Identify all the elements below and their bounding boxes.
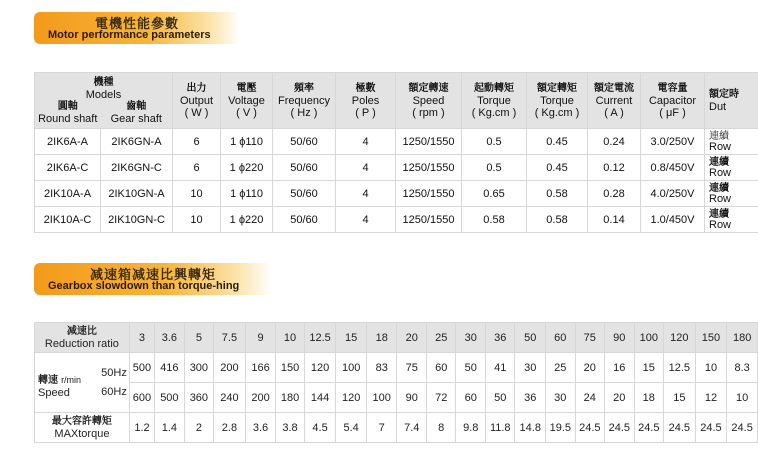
speed-60hz-value: 18: [634, 383, 664, 413]
voltage-value: 1 ϕ110: [221, 181, 273, 207]
speed-50hz-value: 500: [129, 353, 154, 383]
max-torque-value: 3.6: [245, 413, 276, 443]
current-value: 0.14: [588, 207, 641, 233]
speed-50hz-value: 20: [575, 353, 605, 383]
speed-60hz-value: 12: [695, 383, 727, 413]
ratio-value: 3: [129, 323, 154, 353]
speed-60hz-value: 500: [155, 383, 185, 413]
poles-value: 4: [336, 181, 396, 207]
max-torque-value: 14.8: [515, 413, 546, 443]
start-torque-value: 0.5: [462, 155, 527, 181]
max-torque-value: 1.2: [129, 413, 154, 443]
speed-60hz-value: 120: [336, 383, 367, 413]
output-value: 6: [173, 155, 221, 181]
banner-title-en: Motor performance parameters: [48, 29, 211, 41]
ratio-value: 60: [546, 323, 576, 353]
max-torque-value: 24.5: [695, 413, 727, 443]
max-torque-value: 5.4: [336, 413, 367, 443]
max-torque-value: 1.4: [155, 413, 185, 443]
max-torque-value: 24.5: [664, 413, 696, 443]
ratio-value: 5: [184, 323, 214, 353]
round-shaft-model: 2IK10A-C: [35, 207, 101, 233]
speed-value: 1250/1550: [396, 207, 462, 233]
table-row: [35, 155, 758, 181]
speed-50hz-value: 25: [546, 353, 576, 383]
motor-performance-table: [34, 72, 758, 233]
rated-torque-value: 0.45: [527, 129, 588, 155]
reduction-ratio-label: 减速比 Reduction ratio: [35, 323, 130, 353]
ratio-value: 7.5: [214, 323, 246, 353]
rated-torque-value: 0.58: [527, 181, 588, 207]
speed-value: 1250/1550: [396, 129, 462, 155]
speed-label: 轉速 r/min Speed 50Hz 60Hz: [35, 353, 130, 413]
banner-title-en: Gearbox slowdown than torque-hing: [48, 280, 240, 292]
gear-shaft-model: 2IK10GN-A: [101, 181, 173, 207]
table-row: [35, 207, 758, 233]
rated-torque-header: 額定轉矩 Torque ( Kg.cm ): [527, 73, 588, 129]
speed-60hz-value: 200: [245, 383, 276, 413]
max-torque-value: 24.5: [605, 413, 635, 443]
output-value: 6: [173, 129, 221, 155]
capacitor-value: 1.0/450V: [641, 207, 705, 233]
speed-50hz-value: 100: [336, 353, 367, 383]
speed-60hz-row: [35, 383, 758, 413]
banner-title-zh: 電機性能參數: [94, 17, 179, 32]
round-shaft-model: 2IK6A-A: [35, 129, 101, 155]
ratio-value: 3.6: [155, 323, 185, 353]
ratio-value: 25: [426, 323, 456, 353]
output-value: 10: [173, 207, 221, 233]
speed-60hz-value: 50: [485, 383, 515, 413]
speed-value: 1250/1550: [396, 155, 462, 181]
frequency-value: 50/60: [273, 129, 336, 155]
max-torque-value: 2.8: [214, 413, 246, 443]
speed-50hz-value: 30: [515, 353, 546, 383]
speed-60hz-value: 144: [304, 383, 336, 413]
speed-50hz-value: 41: [485, 353, 515, 383]
frequency-value: 50/60: [273, 207, 336, 233]
ratio-value: 50: [515, 323, 546, 353]
gear-shaft-model: 2IK10GN-C: [101, 207, 173, 233]
voltage-value: 1 ϕ110: [221, 129, 273, 155]
speed-60hz-value: 360: [184, 383, 214, 413]
max-torque-value: 2: [184, 413, 214, 443]
speed-60hz-value: 36: [515, 383, 546, 413]
max-torque-value: 11.8: [485, 413, 515, 443]
speed-50hz-value: 120: [304, 353, 336, 383]
speed-50hz-value: 10: [695, 353, 727, 383]
max-torque-value: 24.5: [634, 413, 664, 443]
duty-value: 連續 Row: [705, 129, 758, 155]
duty-value: 連續 Row: [705, 155, 758, 181]
poles-header: 極數 Poles ( P ): [336, 73, 396, 129]
ratio-value: 90: [605, 323, 635, 353]
max-torque-value: 3.8: [276, 413, 304, 443]
speed-50hz-value: 50: [456, 353, 486, 383]
start-torque-header: 起動轉矩 Torque ( Kg.cm ): [462, 73, 527, 129]
capacitor-value: 3.0/250V: [641, 129, 705, 155]
duty-header: 額定時 Dut: [705, 73, 758, 129]
speed-60hz-value: 240: [214, 383, 246, 413]
speed-50hz-value: 200: [214, 353, 246, 383]
max-torque-value: 4.5: [304, 413, 336, 443]
start-torque-value: 0.58: [462, 207, 527, 233]
speed-60hz-value: 24: [575, 383, 605, 413]
max-torque-value: 7: [366, 413, 397, 443]
start-torque-value: 0.65: [462, 181, 527, 207]
reduction-ratio-row: [35, 323, 758, 353]
speed-50hz-value: 12.5: [664, 353, 696, 383]
speed-60hz-value: 180: [276, 383, 304, 413]
speed-50hz-value: 300: [184, 353, 214, 383]
max-torque-value: 9.8: [456, 413, 486, 443]
max-torque-value: 19.5: [546, 413, 576, 443]
speed-60hz-value: 60: [456, 383, 486, 413]
current-value: 0.12: [588, 155, 641, 181]
speed-50hz-value: 8.3: [727, 353, 758, 383]
ratio-value: 15: [336, 323, 367, 353]
max-torque-value: 8: [426, 413, 456, 443]
table-row: [35, 129, 758, 155]
current-value: 0.24: [588, 129, 641, 155]
speed-value: 1250/1550: [396, 181, 462, 207]
table-row: [35, 181, 758, 207]
output-header: 出力 Output ( W ): [173, 73, 221, 129]
frequency-value: 50/60: [273, 181, 336, 207]
gearbox-ratio-table: [34, 322, 758, 443]
speed-50hz-row: [35, 353, 758, 383]
poles-value: 4: [336, 155, 396, 181]
ratio-value: 100: [634, 323, 664, 353]
gear-shaft-model: 2IK6GN-C: [101, 155, 173, 181]
section-banner-motor: [34, 12, 240, 44]
speed-60hz-value: 15: [664, 383, 696, 413]
ratio-value: 36: [485, 323, 515, 353]
speed-50hz-value: 83: [366, 353, 397, 383]
round-shaft-model: 2IK10A-A: [35, 181, 101, 207]
speed-50hz-value: 15: [634, 353, 664, 383]
start-torque-value: 0.5: [462, 129, 527, 155]
frequency-value: 50/60: [273, 155, 336, 181]
duty-value: 連續 Row: [705, 207, 758, 233]
speed-50hz-value: 60: [426, 353, 456, 383]
speed-50hz-value: 166: [245, 353, 276, 383]
output-value: 10: [173, 181, 221, 207]
capacitor-header: 電容量 Capacitor ( μF ): [641, 73, 705, 129]
speed-50hz-value: 150: [276, 353, 304, 383]
speed-60hz-value: 20: [605, 383, 635, 413]
speed-60hz-value: 30: [546, 383, 576, 413]
current-header: 額定電流 Current ( A ): [588, 73, 641, 129]
ratio-value: 30: [456, 323, 486, 353]
current-value: 0.28: [588, 181, 641, 207]
banner-title-zh: 减速箱减速比興轉矩: [89, 268, 216, 283]
speed-60hz-value: 90: [397, 383, 427, 413]
gear-shaft-model: 2IK6GN-A: [101, 129, 173, 155]
rated-torque-value: 0.58: [527, 207, 588, 233]
speed-60hz-value: 100: [366, 383, 397, 413]
speed-50hz-value: 75: [397, 353, 427, 383]
capacitor-value: 4.0/250V: [641, 181, 705, 207]
ratio-value: 9: [245, 323, 276, 353]
voltage-header: 電壓 Voltage ( V ): [221, 73, 273, 129]
ratio-value: 20: [397, 323, 427, 353]
ratio-value: 10: [276, 323, 304, 353]
voltage-value: 1 ϕ220: [221, 207, 273, 233]
max-torque-row: [35, 413, 758, 443]
ratio-value: 18: [366, 323, 397, 353]
frequency-header: 頻率 Frequency ( Hz ): [273, 73, 336, 129]
max-torque-value: 24.5: [575, 413, 605, 443]
max-torque-value: 24.5: [727, 413, 758, 443]
ratio-value: 180: [727, 323, 758, 353]
poles-value: 4: [336, 207, 396, 233]
ratio-value: 120: [664, 323, 696, 353]
poles-value: 4: [336, 129, 396, 155]
rated-torque-value: 0.45: [527, 155, 588, 181]
speed-50hz-value: 416: [155, 353, 185, 383]
capacitor-value: 0.8/450V: [641, 155, 705, 181]
section-banner-gearbox: [34, 263, 272, 295]
max-torque-label: 最大容許轉矩 MAXtorque: [35, 413, 130, 443]
voltage-value: 1 ϕ220: [221, 155, 273, 181]
speed-header: 額定轉速 Speed ( rpm ): [396, 73, 462, 129]
ratio-value: 12.5: [304, 323, 336, 353]
ratio-value: 75: [575, 323, 605, 353]
round-shaft-model: 2IK6A-C: [35, 155, 101, 181]
ratio-value: 150: [695, 323, 727, 353]
speed-50hz-value: 16: [605, 353, 635, 383]
duty-value: 連續 Row: [705, 181, 758, 207]
speed-60hz-value: 600: [129, 383, 154, 413]
models-header: 機種 Models 圓軸 Round shaft 齒軸 Gear shaft: [35, 73, 173, 129]
max-torque-value: 7.4: [397, 413, 427, 443]
speed-60hz-value: 72: [426, 383, 456, 413]
speed-60hz-value: 10: [727, 383, 758, 413]
